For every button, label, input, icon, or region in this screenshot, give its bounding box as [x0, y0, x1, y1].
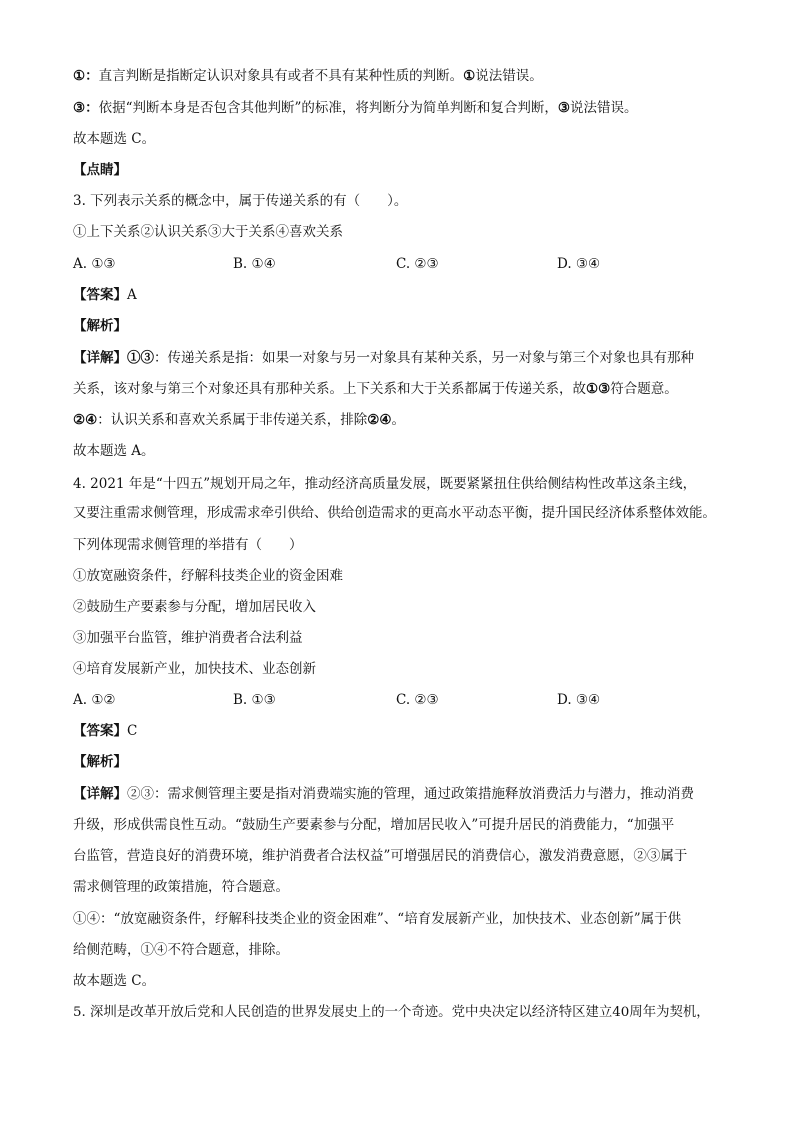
- q4-stem-line-2: 又要注重需求侧管理，形成需求牵引供给、供给创造需求的更高水平动态平衡，提升国民经济体系整体效能。: [73, 506, 716, 521]
- q3-jiexi-heading: 【解析】: [73, 318, 127, 334]
- detail-text: ：认识关系和喜欢关系属于非传递关系，排除: [97, 412, 368, 428]
- q4-detail-line-5: ①④：“放宽融资条件，纾解科技类企业的资金困难”、“培育发展新产业，加快技术、业态创新”属于供: [73, 911, 682, 927]
- q4-detail-line-4: 需求侧管理的政策措施，符合题意。: [73, 879, 289, 895]
- q4-option-c: C. ②③: [396, 692, 439, 708]
- q4-item-2: ②鼓励生产要素参与分配，增加居民收入: [73, 599, 316, 615]
- q3-option-c: C. ②③: [396, 256, 439, 272]
- analysis-text: 依据“判断本身是否包含其他判断”的标准，将判断分为简单判断和复合判断，: [98, 100, 558, 116]
- q4-option-d: D. ③④: [557, 692, 601, 708]
- answer-tag: 【答案】: [73, 723, 127, 739]
- option-mark: ②④: [73, 412, 98, 428]
- q3-items: ①上下关系②认识关系③大于关系④喜欢关系: [73, 224, 343, 240]
- option-mark: ②④: [367, 412, 392, 428]
- detail-text: ：传递关系是指：如果一对象与另一对象具有某种关系，另一对象与第三个对象也具有那种: [154, 350, 694, 366]
- analysis-text: 直言判断是指断定认识对象具有或者不具有某种性质的判断。: [98, 68, 464, 84]
- q4-answer: [73, 721, 137, 741]
- q5-stem-line-1: 5. 深圳是改革开放后党和人民创造的世界发展史上的一个奇迹。党中央决定以经济特区建立40周年为契机，: [73, 1005, 710, 1020]
- q4-conclusion: 故本题选 C。: [73, 973, 156, 989]
- option-mark: ①③: [586, 381, 611, 397]
- q2-analysis-line-2: [73, 98, 638, 118]
- option-mark: ③: [557, 100, 571, 116]
- answer-value: A: [127, 287, 137, 303]
- q3-option-b: B. ①④: [233, 256, 276, 272]
- option-mark: ①：: [73, 68, 99, 84]
- detail-tag: 【详解】: [73, 350, 127, 366]
- q4-item-3: ③加强平台监管，维护消费者合法利益: [73, 630, 303, 646]
- q4-item-4: ④培育发展新产业，加快技术、业态创新: [73, 661, 316, 677]
- q3-detail-line-2: [73, 379, 678, 399]
- q3-conclusion: 故本题选 A。: [73, 443, 155, 459]
- option-mark: ①: [463, 68, 476, 84]
- q4-item-1: ①放宽融资条件，纾解科技类企业的资金困难: [73, 568, 343, 584]
- q4-stem-line-1: 4. 2021 年是“十四五”规划开局之年，推动经济高质量发展，既要紧紧扭住供给侧结构性改革这条主线，: [73, 476, 697, 492]
- q4-detail-line-3: 台监管，营造良好的消费环境，维护消费者合法权益”可增强居民的消费信心，激发消费意愿，②③属于: [73, 848, 688, 864]
- answer-tag: 【答案】: [73, 287, 127, 303]
- q3-detail-line-3: [73, 410, 405, 430]
- q3-answer: [73, 285, 137, 305]
- option-mark: ③：: [73, 100, 99, 116]
- q4-jiexi-heading: 【解析】: [73, 754, 127, 770]
- q3-detail-line-1: [73, 348, 694, 368]
- detail-text: 关系，该对象与第三个对象还具有那种关系。上下关系和大于关系都属于传递关系，故: [73, 381, 586, 397]
- detail-text: ②③：需求侧管理主要是指对消费端实施的管理，通过政策措施释放消费活力与潜力，推动消费: [127, 786, 694, 802]
- q3-option-d: D. ③④: [557, 256, 601, 272]
- q4-detail-line-2: 升级，形成供需良性互动。“鼓励生产要素参与分配，增加居民收入”可提升居民的消费能力，“加强平: [73, 817, 675, 833]
- q4-option-a: A. ①②: [73, 692, 116, 708]
- analysis-text: 说法错误。: [570, 100, 638, 116]
- q2-analysis-line-1: [73, 66, 543, 86]
- detail-tag: 【详解】: [73, 786, 127, 802]
- q3-option-a: A. ①③: [73, 256, 116, 272]
- q2-conclusion: 故本题选 C。: [73, 131, 156, 147]
- answer-value: C: [127, 723, 138, 739]
- q4-option-b: B. ①③: [233, 692, 276, 708]
- q3-stem: 3. 下列表示关系的概念中，属于传递关系的有（ ）。: [73, 193, 408, 209]
- q4-detail-line-1: [73, 784, 694, 804]
- q4-detail-line-6: 给侧范畴，①④不符合题意，排除。: [73, 942, 289, 958]
- q4-stem-line-3: 下列体现需求侧管理的举措有（ ）: [73, 537, 303, 553]
- analysis-text: 说法错误。: [475, 68, 543, 84]
- detail-text: 。: [391, 412, 405, 428]
- option-mark: ①③: [127, 350, 154, 366]
- q2-dianjing-heading: 【点睛】: [73, 162, 127, 178]
- detail-text: 符合题意。: [610, 381, 678, 397]
